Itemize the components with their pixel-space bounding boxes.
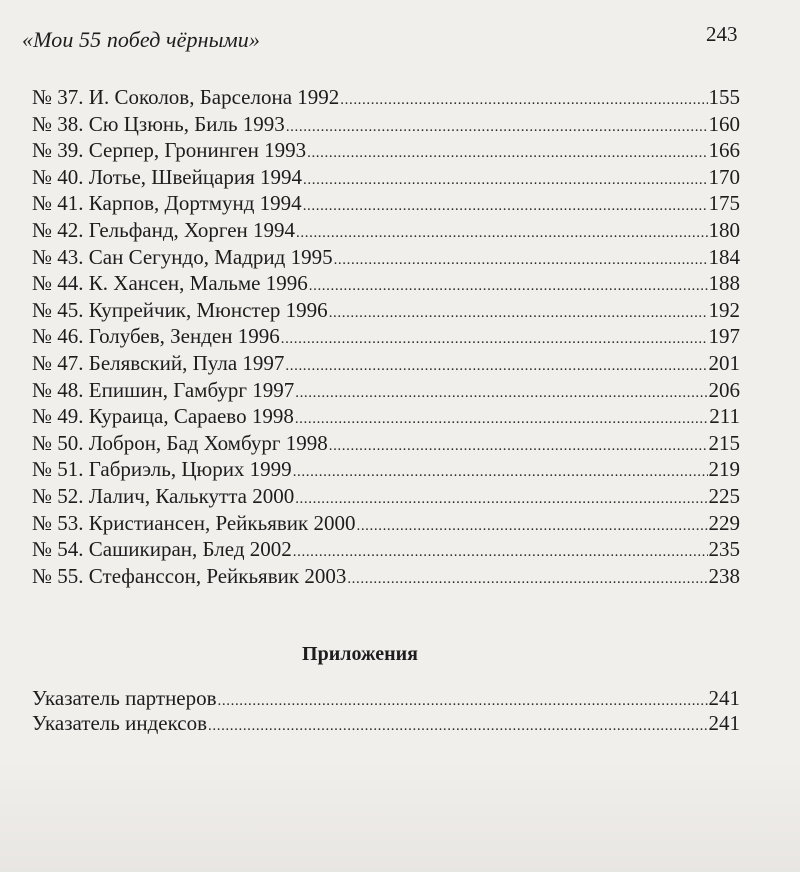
dot-leader	[295, 380, 707, 407]
toc-entry-page: 229	[708, 510, 740, 535]
toc-entry-page: 206	[708, 377, 740, 402]
toc-entry-title: № 47. Белявский, Пула 1997	[32, 350, 285, 375]
toc-entry-page: 219	[708, 457, 740, 482]
toc-entry-title: Указатель партнеров	[32, 686, 217, 710]
dot-leader	[347, 566, 707, 593]
toc-entry-page: 235	[708, 537, 740, 562]
toc-entry-title: № 46. Голубев, Зенден 1996	[32, 324, 280, 349]
toc-entry	[32, 350, 740, 377]
toc-entry-page: 211	[709, 404, 740, 429]
running-title: «Мои 55 побед чёрными»	[22, 27, 260, 52]
toc-entry-title: № 45. Купрейчик, Мюнстер 1996	[32, 297, 328, 322]
toc-entry-page: 180	[708, 217, 740, 242]
dot-leader	[334, 247, 708, 274]
dot-leader	[303, 167, 707, 194]
toc-entry	[32, 510, 740, 537]
toc-entry	[32, 111, 740, 138]
appendix-heading: Приложения	[302, 643, 418, 665]
toc-entry-title: № 48. Епишин, Гамбург 1997	[32, 377, 295, 402]
toc-entry	[32, 190, 740, 217]
toc-entry	[32, 563, 740, 590]
dot-leader	[307, 140, 707, 167]
dot-leader	[329, 433, 708, 460]
toc-entry	[32, 536, 740, 563]
toc-entry-page: 155	[708, 85, 740, 109]
toc-entry	[32, 217, 740, 244]
toc-entry	[32, 323, 740, 350]
toc-entry-page: 201	[708, 350, 740, 375]
toc-entry-title: № 39. Серпер, Гронинген 1993	[32, 138, 307, 163]
toc-entry	[32, 270, 740, 297]
toc-entry-title: № 54. Сашикиран, Блед 2002	[32, 537, 292, 562]
toc-entry-page: 160	[708, 111, 740, 136]
dot-leader	[295, 406, 708, 433]
toc-entry	[32, 483, 740, 510]
toc-entry-title: № 50. Лоброн, Бад Хомбург 1998	[32, 430, 328, 455]
dot-leader	[329, 300, 708, 327]
page-number: 243	[706, 22, 738, 46]
dot-leader	[295, 486, 707, 513]
dot-leader	[293, 539, 708, 566]
toc-entry-title: № 40. Лотье, Швейцария 1994	[32, 164, 303, 189]
dot-leader	[356, 513, 707, 540]
toc-entry	[32, 164, 740, 191]
toc-entry	[32, 711, 740, 736]
dot-leader	[281, 326, 708, 353]
toc-entry	[32, 403, 740, 430]
dot-leader	[218, 689, 708, 714]
toc-entry-page: 215	[708, 430, 740, 455]
toc-entry-page: 188	[708, 271, 740, 296]
toc-entry-title: № 49. Кураица, Сараево 1998	[32, 404, 294, 429]
toc-entry-page: 225	[708, 483, 740, 508]
toc-entry-page: 170	[708, 164, 740, 189]
toc-entry-page: 166	[708, 138, 740, 163]
toc-entry	[32, 84, 740, 111]
dot-leader	[286, 114, 708, 141]
games-contents-list	[32, 84, 740, 589]
dot-leader	[293, 459, 708, 486]
page-bleed-through	[0, 760, 800, 872]
toc-entry-page: 175	[708, 191, 740, 216]
toc-entry-title: № 37. И. Соколов, Барселона 1992	[32, 85, 340, 109]
toc-entry-page: 238	[708, 563, 740, 588]
toc-entry	[32, 686, 740, 711]
toc-entry-page: 241	[708, 686, 740, 710]
dot-leader	[208, 714, 707, 739]
toc-entry-page: 241	[708, 711, 740, 735]
toc-entry	[32, 430, 740, 457]
dot-leader	[303, 193, 708, 220]
toc-entry-title: № 43. Сан Сегундо, Мадрид 1995	[32, 244, 333, 269]
toc-entry	[32, 456, 740, 483]
toc-entry-title: № 51. Габриэль, Цюрих 1999	[32, 457, 292, 482]
toc-entry	[32, 137, 740, 164]
toc-entry-title: № 38. Сю Цзюнь, Биль 1993	[32, 111, 285, 136]
dot-leader	[285, 353, 707, 380]
toc-entry-title: № 41. Карпов, Дортмунд 1994	[32, 191, 302, 216]
dot-leader	[309, 273, 708, 300]
toc-entry-title: № 42. Гельфанд, Хорген 1994	[32, 217, 296, 242]
toc-entry	[32, 297, 740, 324]
toc-entry	[32, 377, 740, 404]
toc-entry-title: № 52. Лалич, Калькутта 2000	[32, 483, 295, 508]
dot-leader	[296, 220, 707, 247]
toc-entry-title: № 55. Стефанссон, Рейкьявик 2003	[32, 563, 347, 588]
toc-entry-title: № 53. Кристиансен, Рейкьявик 2000	[32, 510, 356, 535]
appendix-contents-list	[32, 686, 740, 736]
toc-entry-title: Указатель индексов	[32, 711, 208, 735]
toc-entry-page: 197	[708, 324, 740, 349]
toc-entry	[32, 244, 740, 271]
dot-leader	[340, 87, 707, 114]
toc-entry-title: № 44. К. Хансен, Мальме 1996	[32, 271, 308, 296]
toc-entry-page: 184	[708, 244, 740, 269]
toc-entry-page: 192	[708, 297, 740, 322]
